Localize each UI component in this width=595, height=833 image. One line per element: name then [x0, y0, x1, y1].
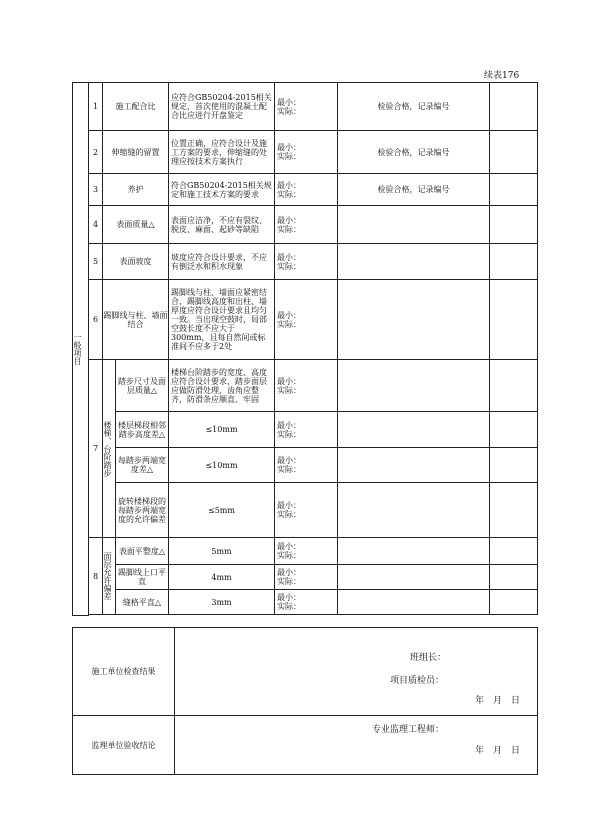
requirement: 3mm	[169, 590, 275, 615]
result-cell	[338, 590, 490, 615]
min-label: 最小：	[277, 501, 301, 510]
supervision-cell	[175, 716, 538, 775]
group-label: 面层允许偏差	[103, 552, 112, 600]
table-row	[73, 483, 538, 538]
requirement: 表面应洁净，不应有裂纹、脱皮、麻面、起砂等缺陷	[169, 206, 275, 244]
requirement: 5mm	[169, 538, 275, 565]
group-label-cell	[103, 360, 116, 538]
remark-cell	[490, 280, 538, 360]
measured-cell	[275, 244, 338, 280]
min-label: 最小：	[277, 310, 301, 320]
min-label: 最小：	[277, 593, 301, 602]
group-label: 楼梯、台阶踏步	[103, 420, 112, 477]
item-name: 表面平整度△	[116, 538, 169, 565]
group-label-cell	[103, 538, 116, 615]
requirement: 4mm	[169, 565, 275, 590]
row-no: 2	[89, 131, 103, 174]
measured-cell	[275, 565, 338, 590]
table-row	[73, 448, 538, 483]
table-row	[73, 206, 538, 244]
item-name: 伸缩缝的留置	[103, 131, 169, 174]
supervision-row	[73, 716, 538, 775]
table-row	[73, 360, 538, 412]
result: 检验合格，记录编号	[338, 83, 490, 131]
remark-cell	[490, 206, 538, 244]
continuation-label: 续表176	[484, 71, 520, 81]
row-no: 1	[89, 83, 103, 131]
inspection-form-table	[72, 82, 538, 616]
requirement: ≤10mm	[169, 412, 275, 448]
table-row	[73, 538, 538, 565]
requirement: 坡度应符合设计要求，不应有倒泛水和积水现象	[169, 244, 275, 280]
item-name: 每踏步两端宽度差△	[116, 448, 169, 483]
row-no: 7	[89, 360, 103, 538]
requirement: 踢脚线与柱、墙面应紧密结合，踢脚线高度和出柱、墙厚度应符合设计要求且均匀一致。当出现空鼓时，局部空鼓长度不应大于300mm，且每自然间或标准间不应多于2处	[169, 280, 275, 360]
section-label: 一般项目	[73, 332, 82, 365]
min-label: 最小：	[277, 143, 301, 152]
construction-row	[73, 628, 538, 716]
measured-cell	[275, 448, 338, 483]
min-label: 最小：	[277, 542, 301, 551]
result	[338, 280, 490, 360]
min-label: 最小：	[277, 252, 301, 262]
team-leader-label: 班组长：	[410, 653, 447, 663]
item-name: 施工配合比	[103, 83, 169, 131]
remark-cell	[490, 538, 538, 565]
measured-cell	[275, 483, 338, 538]
actual-label: 实际：	[277, 602, 301, 611]
min-label: 最小：	[277, 215, 301, 225]
table-row	[73, 244, 538, 280]
row-no: 5	[89, 244, 103, 280]
measured-cell	[275, 206, 338, 244]
requirement: ≤10mm	[169, 448, 275, 483]
result-cell	[338, 538, 490, 565]
min-label: 最小：	[277, 568, 301, 577]
item-name: 旋转楼梯段的每踏步两端宽度的允许偏差	[116, 483, 169, 538]
min-label: 最小：	[277, 180, 301, 190]
construction-date: 年 月 日	[475, 696, 521, 706]
remark-cell	[490, 174, 538, 206]
actual-label: 实际：	[277, 261, 301, 271]
requirement: ≤5mm	[169, 483, 275, 538]
table-row	[73, 280, 538, 360]
item-name: 踏步尺寸及面层质量△	[116, 360, 169, 412]
remark-cell	[490, 83, 538, 131]
measured-cell	[275, 280, 338, 360]
table-row	[73, 83, 538, 131]
measured-cell	[275, 131, 338, 174]
actual-label: 实际：	[277, 224, 301, 234]
inspector-label: 项目质检员：	[390, 676, 445, 686]
requirement: 应符合GB50204-2015相关规定，首次使用的混凝土配合比应进行开盘鉴定	[169, 83, 275, 131]
measured-cell	[275, 83, 338, 131]
remark-cell	[490, 360, 538, 412]
actual-label: 实际：	[277, 429, 301, 439]
actual-label: 实际：	[277, 551, 301, 560]
min-label: 最小：	[277, 376, 301, 386]
item-name: 踢脚线上口平直	[116, 565, 169, 590]
requirement: 符合GB50204-2015相关规定和施工技术方案的要求	[169, 174, 275, 206]
remark-cell	[490, 448, 538, 483]
result-cell	[338, 448, 490, 483]
row-no: 3	[89, 174, 103, 206]
result	[338, 206, 490, 244]
remark-cell	[490, 412, 538, 448]
construction-label: 施工单位检查结果	[73, 628, 175, 716]
result: 检验合格，记录编号	[338, 131, 490, 174]
actual-label: 实际：	[277, 577, 301, 586]
actual-label: 实际：	[277, 385, 301, 395]
item-name: 表面坡度	[103, 244, 169, 280]
signoff-table	[72, 627, 538, 775]
measured-cell	[275, 590, 338, 615]
result-cell	[338, 565, 490, 590]
min-label: 最小：	[277, 420, 301, 430]
table-row	[73, 412, 538, 448]
result: 检验合格，记录编号	[338, 174, 490, 206]
min-label: 最小：	[277, 97, 301, 107]
item-name: 缝格平直△	[116, 590, 169, 615]
requirement: 楼梯台阶踏步的宽度、高度应符合设计要求，踏步面层应做防滑处理，齿角应整齐，防滑条应顺直、牢固	[169, 360, 275, 412]
row-no: 8	[89, 538, 103, 615]
result	[338, 244, 490, 280]
remark-cell	[490, 565, 538, 590]
supervision-date: 年 月 日	[475, 746, 521, 756]
actual-label: 实际：	[277, 189, 301, 199]
actual-label: 实际：	[277, 465, 301, 474]
result-cell	[338, 483, 490, 538]
measured-cell	[275, 360, 338, 412]
item-name: 养护	[103, 174, 169, 206]
min-label: 最小：	[277, 456, 301, 465]
section-label-cell	[73, 83, 89, 616]
actual-label: 实际：	[277, 152, 301, 161]
remark-cell	[490, 244, 538, 280]
actual-label: 实际：	[277, 510, 301, 519]
result-cell	[338, 412, 490, 448]
row-no: 6	[89, 280, 103, 360]
result-cell	[338, 360, 490, 412]
item-name: 表面质量△	[103, 206, 169, 244]
remark-cell	[490, 483, 538, 538]
item-name: 楼层梯段相邻踏步高度差△	[116, 412, 169, 448]
measured-cell	[275, 538, 338, 565]
remark-cell	[490, 590, 538, 615]
engineer-label: 专业监理工程师：	[372, 725, 445, 735]
supervision-label: 监理单位验收结论	[73, 716, 175, 775]
item-name: 踢脚线与柱、墙面结合	[103, 280, 169, 360]
actual-label: 实际：	[277, 106, 301, 116]
remark-cell	[490, 131, 538, 174]
row-no: 4	[89, 206, 103, 244]
measured-cell	[275, 412, 338, 448]
table-row	[73, 590, 538, 615]
table-row	[73, 174, 538, 206]
requirement: 位置正确，应符合设计及施工方案的要求，伸缩缝的处理应按技术方案执行	[169, 131, 275, 174]
table-row	[73, 131, 538, 174]
actual-label: 实际：	[277, 319, 301, 329]
construction-cell	[175, 628, 538, 716]
table-row	[73, 565, 538, 590]
measured-cell	[275, 174, 338, 206]
